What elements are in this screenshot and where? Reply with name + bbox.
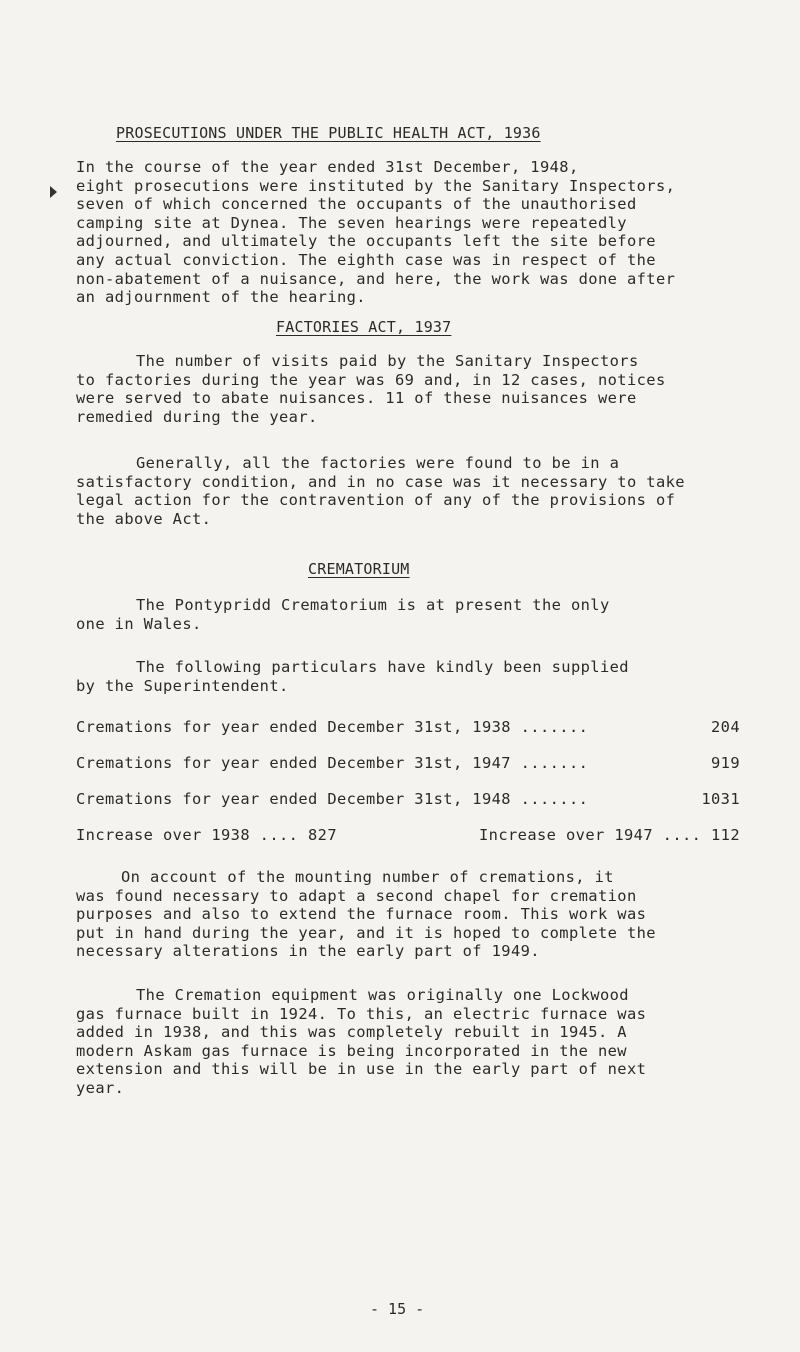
crematorium-paragraph-3: On account of the mounting number of cremations, it was found necessary to adapt a second chapel for cremation purposes and also to extend the furnace room. This work was put in hand during the year, and it is hoped to complete the necessary alterations in the early part of 1949. [76, 868, 656, 961]
cremations-row-1947 [76, 754, 740, 772]
increase-1947-value: 112 [711, 826, 740, 844]
prosecutions-paragraph: In the course of the year ended 31st December, 1948, eight prosecutions were instituted by the Sanitary Inspectors, seven of which concerned the occupants of the unauthorised camping site at Dynea. The seven hearings were repeatedly adjourned, and ultimately the occupants left the site before any actual conviction. The eighth case was in respect of the non-abatement of a nuisance, and here, the work was done after an adjournment of the hearing. [76, 158, 676, 307]
increase-1938-label: Increase over 1938 .... [76, 826, 299, 844]
row-value: 1031 [701, 790, 740, 808]
row-label: Cremations for year ended December 31st, 1947 ....... [76, 754, 589, 772]
factories-paragraph-2: Generally, all the factories were found to be in a satisfactory condition, and in no case was it necessary to take legal action for the contravention of any of the provisions of the above Act. [76, 454, 685, 528]
cremations-row-1948 [76, 790, 740, 808]
row-label: Cremations for year ended December 31st, 1938 ....... [76, 718, 589, 736]
increase-1947-label: Increase over 1947 .... [479, 826, 702, 844]
increase-row [76, 826, 740, 844]
crematorium-paragraph-4: The Cremation equipment was originally one Lockwood gas furnace built in 1924. To this, an electric furnace was added in 1938, and this was completely rebuilt in 1945. A modern Askam gas furnace is being incorporated in the new extension and this will be in use in the early part of next year. [76, 986, 647, 1097]
increase-1938 [76, 826, 337, 844]
row-value: 919 [711, 754, 740, 772]
factories-paragraph-1: The number of visits paid by the Sanitary Inspectors to factories during the year was 69 and, in 12 cases, notices were served to abate nuisances. 11 of these nuisances were remedied during the year. [76, 352, 666, 426]
crematorium-paragraph-2: The following particulars have kindly been supplied by the Superintendent. [76, 658, 629, 695]
row-value: 204 [711, 718, 740, 736]
cremations-row-1938 [76, 718, 740, 736]
margin-arrow-mark [50, 186, 57, 198]
page-number: - 15 - [370, 1300, 425, 1318]
heading-factories-act: FACTORIES ACT, 1937 [276, 318, 452, 336]
heading-prosecutions: PROSECUTIONS UNDER THE PUBLIC HEALTH ACT, 1936 [116, 124, 541, 142]
increase-1947 [479, 826, 740, 844]
crematorium-paragraph-1: The Pontypridd Crematorium is at present the only one in Wales. [76, 596, 610, 633]
increase-1938-value: 827 [308, 826, 337, 844]
heading-crematorium: CREMATORIUM [308, 560, 410, 578]
row-label: Cremations for year ended December 31st, 1948 ....... [76, 790, 589, 808]
